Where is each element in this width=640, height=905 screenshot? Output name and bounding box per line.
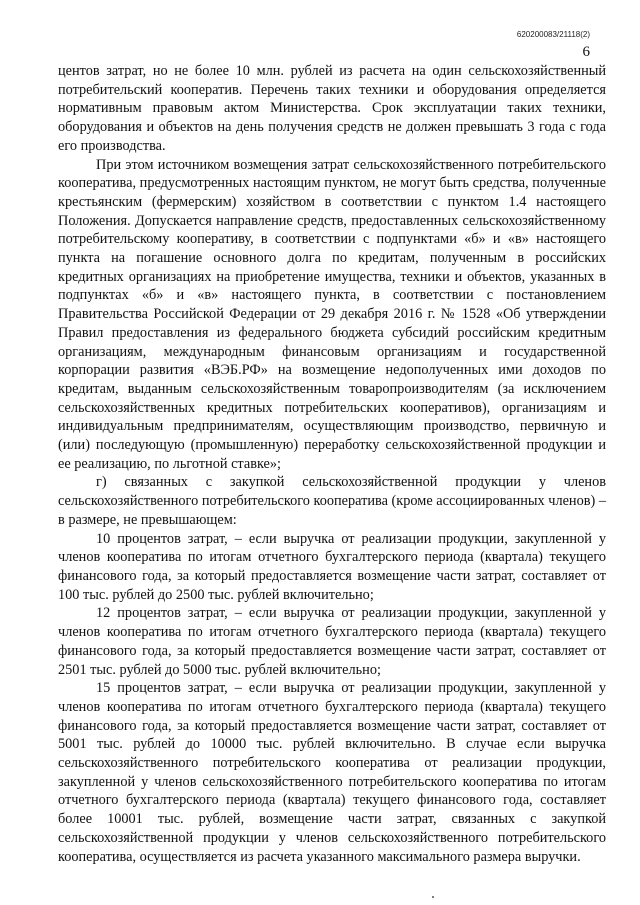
- paragraph: г) связанных с закупкой сельскохозяйственной продукции у членов сельскохозяйственного потребительского кооператива (кроме ассоциированных членов) – в размере, не превышающем:: [58, 474, 606, 528]
- document-body: [58, 62, 606, 866]
- paragraph: центов затрат, но не более 10 млн. рублей из расчета на один сельскохозяйственный потребительский кооператив. Перечень таких техники и оборудования определяется нормативным правовым актом Министерства. Срок эксплуатации таких техники, оборудования и объектов на день получения средств не должен превышать 3 года с года его производства.: [58, 63, 606, 154]
- scan-speck: [432, 896, 434, 898]
- paragraph: 12 процентов затрат, – если выручка от реализации продукции, закупленной у членов кооператива по итогам отчетного бухгалтерского периода (квартала) текущего финансового года, за который предоставляется возмещение части затрат, составляет от 2501 тыс. рублей до 5000 тыс. рублей включительно;: [58, 605, 606, 678]
- paragraph: 10 процентов затрат, – если выручка от реализации продукции, закупленной у членов кооператива по итогам отчетного бухгалтерского периода (квартала) текущего финансового года, за который предоставляется возмещение части затрат, составляет от 100 тыс. рублей до 2500 тыс. рублей включительно;: [58, 530, 606, 603]
- page-number: 6: [582, 44, 590, 60]
- document-id: 620200083/21118(2): [516, 30, 590, 39]
- paragraph: 15 процентов затрат, – если выручка от реализации продукции, закупленной у членов кооператива по итогам отчетного бухгалтерского периода (квартала) текущего финансового года, за который предоставляется возмещение части затрат, составляет от 5001 тыс. рублей до 10000 тыс. рублей включительно. В случае если выручка сельскохозяйственного потребительского кооператива от реализации продукции, закупленной у членов сельскохозяйственного потребительского кооператива по итогам отчетного бухгалтерского периода (квартала) текущего финансового года, составляет более 10001 тыс. рублей, возмещение части затрат, связанных с закупкой сельскохозяйственной продукции у членов сельскохозяйственного потребительского кооператива, осуществляется из расчета указанного максимального размера выручки.: [58, 680, 606, 865]
- paragraph: При этом источником возмещения затрат сельскохозяйственного потребительского кооператива, предусмотренных настоящим пунктом, не могут быть средства, полученные крестьянским (фермерским) хозяйством в соответствии с пунктом 1.4 настоящего Положения. Допускается направление средств, предоставленных сельскохозяйственному потребительскому кооперативу, в соответствии с подпунктами «б» и «в» настоящего пункта на погашение основного долга по кредитам, полученным в российских кредитных организациях на приобретение имущества, техники и объектов, указанных в подпунктах «б» и «в» настоящего пункта, в соответствии с постановлением Правительства Российской Федерации от 29 декабря 2016 г. № 1528 «Об утверждении Правил предоставления из федерального бюджета субсидий российским кредитным организациям, международным финансовым организациям и государственной корпорации развития «ВЭБ.РФ» на возмещение недополученных ими доходов по кредитам, выданным сельскохозяйственным товаропроизводителям (за исключением сельскохозяйственных кредитных потребительских кооперативов), организациям и индивидуальным предпринимателям, осуществляющим производство, первичную и (или) последующую (промышленную) переработку сельскохозяйственной продукции и ее реализацию, по льготной ставке»;: [58, 156, 606, 472]
